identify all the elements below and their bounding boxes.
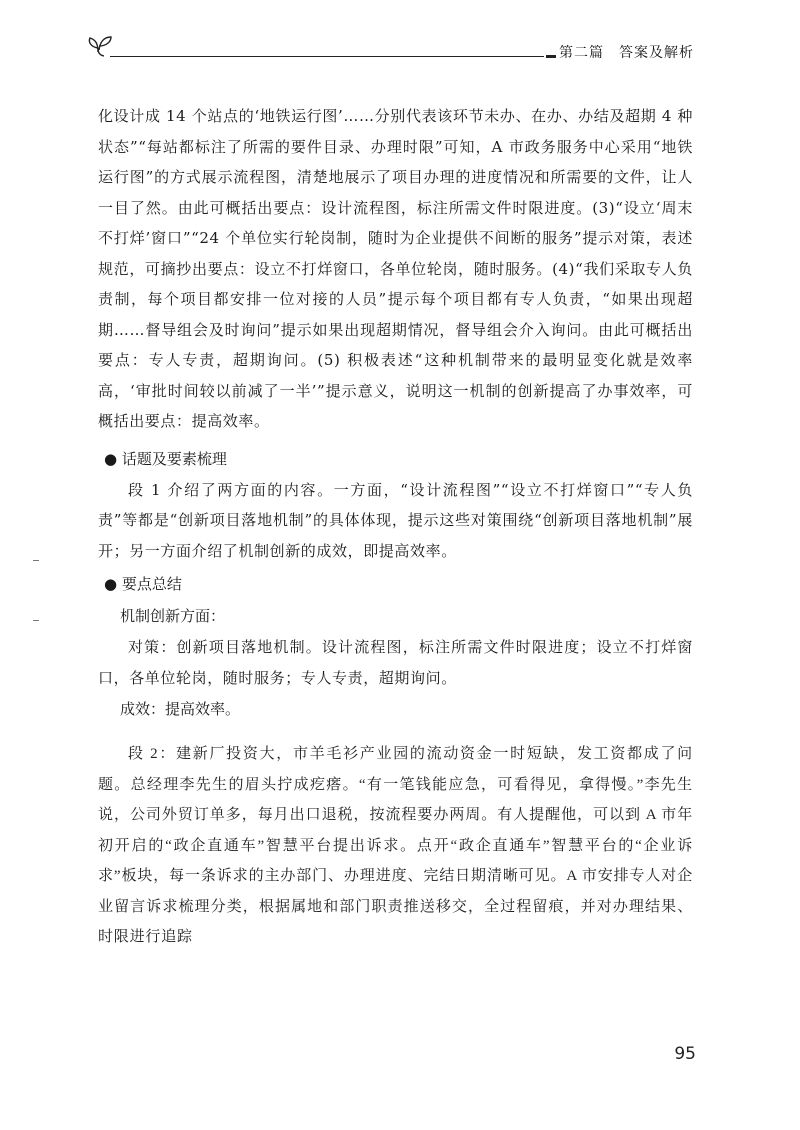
- bullet-icon: ●: [104, 575, 118, 593]
- summary-line: 机制创新方面：: [120, 607, 226, 625]
- header-title: 第二篇 答案及解析: [559, 45, 694, 61]
- topics-paragraph: 段 1 介绍了两方面的内容。一方面，“设计流程图”“设立不打烊窗口”“专人负责”等都是“创新项目落地机制”的具体体现，提示这些对策围绕“创新项目落地机制”展开；另一方面介绍了机制创新的成效，即提高效率。: [98, 480, 693, 560]
- page-number: 95: [674, 1044, 696, 1064]
- summary-line: 成效：提高效率。: [120, 700, 241, 718]
- margin-mark: [33, 560, 39, 561]
- paragraph-analysis: 化设计成 14 个站点的‘地铁运行图’……分别代表该环节未办、在办、办结及超期 4 种状态”“每站都标注了所需的要件目录、办理时限”可知，A 市政务服务中心采用“地铁运行图”的方式展示流程图，清楚地展示了项目办理的进度情况和所需要的文件，让人一目了然。由此可概括出要点：设计流程图，标注所需文件时限进度。(3)“设立‘周末不打烊’窗口”“24 个单位实行轮岗制，随时为企业提供不间断的服务”提示对策，表述规范，可摘抄出要点：设立不打烊窗口，各单位轮岗，随时服务。(4)“我们采取专人负责制，每个项目都安排一位对接的人员”提示每个项目都有专人负责，“如果出现超期……督导组会及时询问”提示如果出现超期情况，督导组会介入询问。由此可概括出要点：专人专责，超期询问。(5) 积极表述“这种机制带来的最明显变化就是效率高，‘审批时间较以前减了一半’”提示意义，说明这一机制的创新提高了办事效率，可概括出要点：提高效率。: [98, 107, 693, 430]
- summary-line: 对策：创新项目落地机制。设计流程图，标注所需文件时限进度；设立不打烊窗口，各单位轮岗，随时服务；专人专责，超期询问。: [98, 638, 693, 687]
- section-heading-topics: [98, 443, 693, 475]
- header-rule: [110, 56, 544, 57]
- sprout-leaf-icon: [84, 30, 114, 58]
- paragraph-material: 段 2：建新厂投资大，市羊毛衫产业园的流动资金一时短缺，发工资都成了问题。总经理李先生的眉头拧成疙瘩。“有一笔钱能应急，可看得见，拿得慢。”李先生说，公司外贸订单多，每月出口退税，按流程要办两周。有人提醒他，可以到 A 市年初开启的“政企直通车”智慧平台提出诉求。点开“政企直通车”智慧平台的“企业诉求”板块，每一条诉求的主办部门、办理进度、完结日期清晰可见。A 市安排专人对企业留言诉求梳理分类，根据属地和部门职责推送移交，全过程留痕，并对办理结果、时限进行追踪: [98, 746, 693, 945]
- section-title: 要点总结: [121, 575, 182, 593]
- margin-mark: [33, 620, 39, 621]
- bullet-icon: ●: [104, 449, 118, 468]
- page-content: [98, 101, 693, 968]
- running-header: [84, 30, 694, 70]
- header-rule-end: [546, 55, 556, 58]
- section-heading-summary: [98, 568, 693, 600]
- section-title: 话题及要素梳理: [121, 449, 227, 468]
